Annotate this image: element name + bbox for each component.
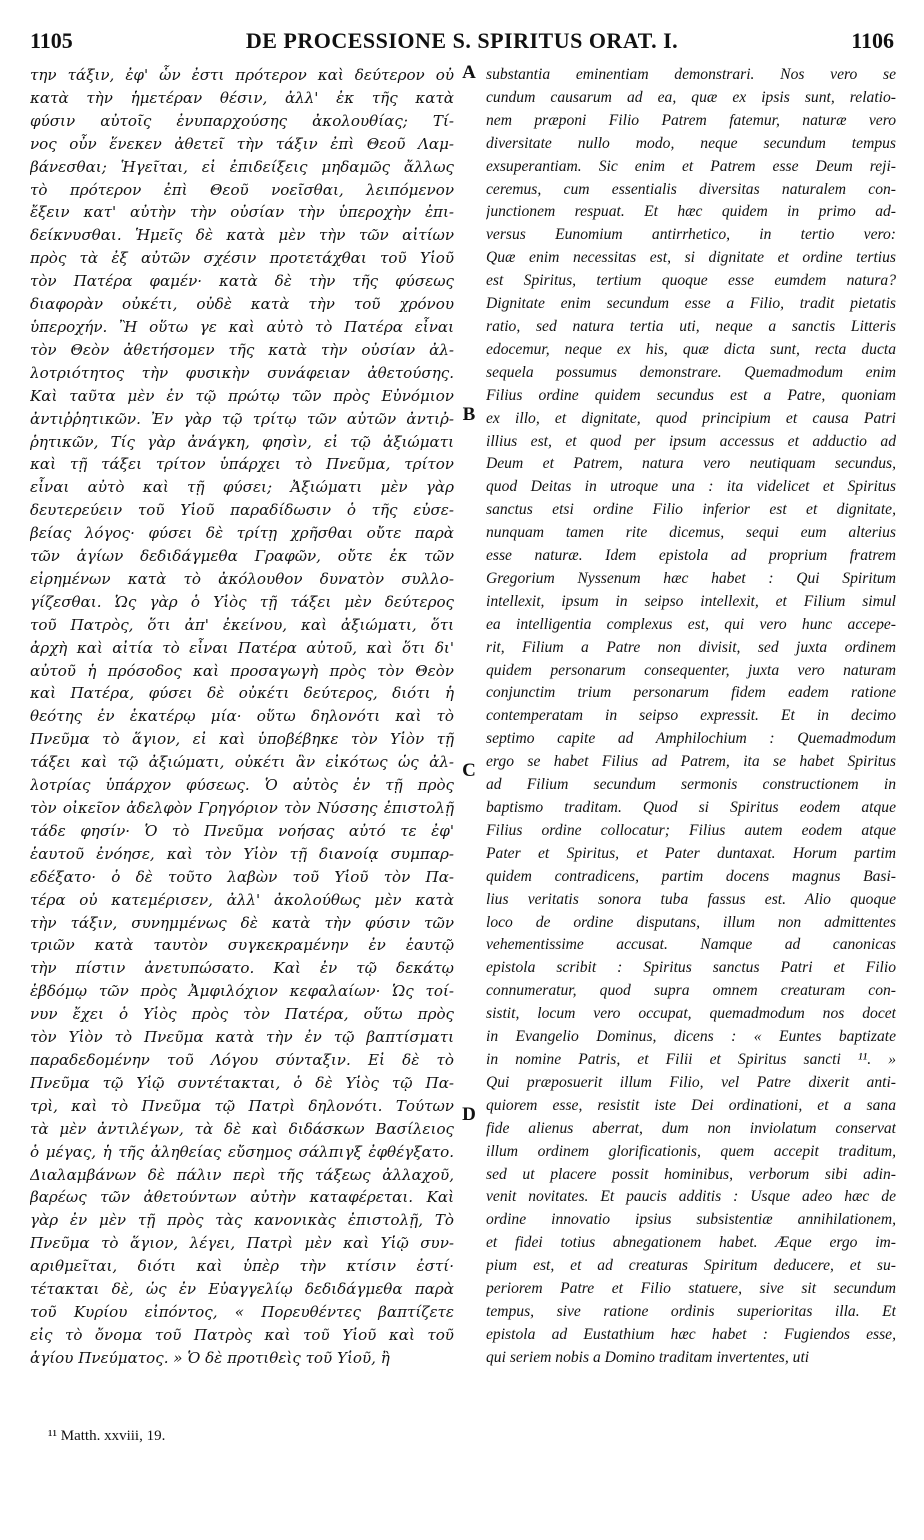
text-line: sistit, locum vero occupat, quemadmodum nos docet xyxy=(486,1005,896,1023)
text-line: Gregorium Nyssenum hæc habet : Qui Spiritum xyxy=(486,569,896,587)
text-line: τῶν ἁγίων δεδιδάγμεθα Γραφῶν, οὔτε ἐκ τῶν xyxy=(30,547,454,566)
text-line: Filius ordine collocatur; Filius autem eodem atque xyxy=(486,821,896,839)
margin-marker-b: B xyxy=(462,404,476,425)
text-line: diversitate nullo modo, neque secundum tempus xyxy=(486,134,896,152)
text-line: ἔξειν κατ' αὐτὴν τὴν οὐσίαν τὴν ὑπεροχὴν ἐπι- xyxy=(30,203,454,222)
text-line: ordine innovatio ipsius subsistentiæ annihilationem, xyxy=(486,1211,896,1229)
greek-column xyxy=(30,64,454,1370)
text-line: ἁγίου Πνεύματος. » Ὁ δὲ προτιθεὶς τοῦ Υἱοῦ, ἢ xyxy=(30,1348,390,1367)
text-line: ῥητικῶν, Τίς γὰρ ἀνάγκη, φησὶν, εἰ τῷ ἀξιώματι xyxy=(30,432,454,451)
text-line: versus Eunomium antirrhetico, in tertio vero: xyxy=(486,226,896,244)
text-line: τὰ μὲν ἀντιλέγων, τὰ δὲ καὶ διδάσκων Βασίλειος xyxy=(30,1119,454,1138)
text-line: illius est, et quod per ipsum accessus et adductio ad xyxy=(486,432,896,450)
text-line: την τάξιν, ἐφ' ὧν ἐστι πρότερον καὶ δεύτερον οὐ xyxy=(30,66,454,84)
margin-marker-d: D xyxy=(462,1104,476,1125)
text-line: λοτριότητος τὴν φυσικὴν συνάφειαν ἀθετούσης. xyxy=(30,363,454,382)
text-line: epistola scribit : Spiritus sanctus Patri et Filio xyxy=(486,959,896,977)
margin-marker-a: A xyxy=(462,62,476,83)
text-line: φύσιν αὐτοῖς ἐνυπαρχούσης ἀκολουθίας; Τί- xyxy=(30,111,454,130)
text-line: quod Deitas in utroque una : ita videlicet et Spiritus xyxy=(486,478,896,496)
text-line: Πνεῦμα τὸ ἅγιον, εἰ καὶ ὑποβέβηκε τὸν Υἱὸν τῇ xyxy=(30,730,454,749)
text-line: ὁ μέγας, ἡ τῆς ἀληθείας εὔσημος σάλπιγξ ἐφθέγξατο. xyxy=(30,1142,454,1161)
margin-marker-c: C xyxy=(462,760,476,781)
text-line: quiorem esse, resistit iste Dei ordinationi, et a sana xyxy=(486,1096,896,1114)
text-line: esse naturæ. Idem epistola ad proprium fratrem xyxy=(486,547,896,565)
text-line: loco de ordine disputans, illum non admittentes xyxy=(486,913,896,931)
text-line: τοῦ Πατρὸς, ὅτι ἀπ' ἐκείνου, καὶ ἀξιώματι, ὅτι xyxy=(30,615,454,634)
text-line: ex illo, et dignitate, quod principium et causa Patri xyxy=(486,409,896,427)
text-line: τριῶν κατὰ ταυτὸν συγκεκραμένην ἐν ἑαυτῷ xyxy=(30,936,454,955)
text-line: epistola ad Eustathium hæc habet : Fugiendos esse, xyxy=(486,1325,896,1343)
text-line: νυν ἔχει ὁ Υἱὸς πρὸς τὸν Πατέρα, οὕτω πρὸς xyxy=(30,1005,454,1024)
text-line: τὸν Υἱὸν τὸ Πνεῦμα κατὰ τὴν ἐν τῷ βαπτίσματι xyxy=(30,1028,454,1047)
text-line: θεότης ἐν ἑκατέρῳ μία· οὕτω δηλονότι καὶ τὸ xyxy=(30,707,454,726)
page-header xyxy=(30,28,894,58)
text-line: connumeratur, quod supra omnem creaturam con- xyxy=(486,982,896,1000)
text-line: periorem Patre et Filio statuere, sive sit secundum xyxy=(486,1280,896,1298)
text-line: cundum causarum ad ea, quæ ex ipsis sunt, relatio- xyxy=(486,88,896,106)
text-line: τέτακται δὲ, ὡς ἐν Εὐαγγελίῳ δεδιδάγμεθα παρὰ xyxy=(30,1280,454,1299)
text-line: δευτερεύειν τοῦ Υἱοῦ παραδίδωσιν ὁ τῆς εὐσε- xyxy=(30,501,454,520)
text-line: sanctus etsi ordine Filio inferior est et dignitate, xyxy=(486,501,896,519)
text-line: νος οὖν ἕνεκεν ἀθετεῖ τὴν τάξιν ἐπὶ Θεοῦ Λαμ- xyxy=(30,134,454,153)
page-number-right: 1106 xyxy=(851,28,894,53)
text-line: sequela possumus demonstrare. Quemadmodum enim xyxy=(486,363,896,381)
text-line: αὐτοῦ ἡ πρόσοδος καὶ προσαγωγὴ πρὸς τὸν Θεὸν xyxy=(30,661,454,680)
text-line: Πνεῦμα τὸ ἅγιον, λέγει, Πατρὶ μὲν καὶ Υἱῷ συν- xyxy=(30,1234,454,1253)
text-line: ergo se habet Filius ad Patrem, ita se habet Spiritus xyxy=(486,753,896,771)
text-line: καὶ τῇ τάξει τρίτον ὑπάρχει τὸ Πνεῦμα, τρίτον xyxy=(30,455,454,474)
text-line: γὰρ ἐν μὲν τῇ πρὸς τὰς κανονικὰς ἐπιστολῇ, Τὸ xyxy=(30,1211,454,1230)
text-line: exsuperantiam. Sic enim et Patrem esse Deum reji- xyxy=(486,157,896,175)
text-line: βαρέως τῶν ἀθετούντων αὐτὴν καταφέρεται. Καὶ xyxy=(30,1188,454,1207)
text-line: illum ordinem glorificationis, quem accepit traditum, xyxy=(486,1142,896,1160)
text-line: substantia eminentiam demonstrari. Nos vero se xyxy=(486,66,896,83)
text-line: ὑπεροχήν. Ἢ οὕτω γε καὶ αὐτὸ τὸ Πατέρα εἶναι xyxy=(30,317,454,336)
text-line: Dignitate enim secundum esse a Filio, tradit pietatis xyxy=(486,295,896,313)
text-line: εἰρημένων κατὰ τὸ ἀκόλουθον δυνατὸν συλλο- xyxy=(30,569,454,588)
footnote: ¹¹ Matth. xxviii, 19. xyxy=(48,1428,166,1444)
text-line: τέρα οὐ κατεμέρισεν, ἀλλ' ἀκολούθως μὲν κατὰ xyxy=(30,890,454,909)
text-line: αριθμεῖται, διότι καὶ ὑπὲρ τὴν κτίσιν ἐστί· xyxy=(30,1257,454,1276)
text-line: nem præponi Filio Patrem fatemur, naturæ vero xyxy=(486,111,896,129)
text-line: τρὶ, καὶ τὸ Πνεῦμα τῷ Πατρὶ δηλονότι. Τούτων xyxy=(30,1096,454,1115)
text-line: lius veritatis sonora tuba fassus est. Alio quoque xyxy=(486,890,896,908)
text-line: πρὸς τὰ ἐξ αὐτῶν σχέσιν προτετάχθαι τοῦ Υἱοῦ xyxy=(30,249,454,268)
page-number-left: 1105 xyxy=(30,28,73,53)
text-line: in Evangelio Dominus, dicens : « Euntes baptizate xyxy=(486,1028,896,1046)
text-line: Πνεῦμα τῷ Υἱῷ συντέτακται, ὁ δὲ Υἱὸς τῷ Πα- xyxy=(30,1073,454,1092)
text-line: τάξει καὶ τῷ ἀξιώματι, οὐκέτι ἂν εἰκότως ὡς ἀλ- xyxy=(30,753,454,772)
text-line: δείκνυσθαι. Ἡμεῖς δὲ κατὰ μὲν τὴν τῶν αἰτίων xyxy=(30,226,454,245)
text-line: τοῦ Κυρίου εἰπόντος, « Πορευθέντες βαπτίζετε xyxy=(30,1302,454,1321)
text-line: est Spiritus, tertium quoque esse eumdem natura? xyxy=(486,272,896,290)
text-line: Διαλαμβάνων δὲ πάλιν περὶ τῆς τάξεως ἀλλαχοῦ, xyxy=(30,1165,454,1184)
text-line: καὶ Πατέρα, φύσει δὲ οὐκέτι δεύτερος, διότι ἡ xyxy=(30,684,454,703)
text-line: quidem personarum consequenter, juxta vero naturam xyxy=(486,661,896,679)
text-line: tempus, sive ratione ordinis superioritas illa. Et xyxy=(486,1302,896,1320)
text-line: τὴν τάξιν, συνημμένως δὲ κατὰ τὴν φύσιν τῶν xyxy=(30,913,454,932)
text-line: παραδεδομένην τοῦ Λόγου σύνταξιν. Εἰ δὲ τὸ xyxy=(30,1050,454,1069)
text-line: fide alienus aberrat, dum non inviolatum conservat xyxy=(486,1119,896,1137)
text-line: τὸ πρότερον ἐπὶ Θεοῦ νοεῖσθαι, λειπόμενον xyxy=(30,180,454,199)
text-line: εἰς τὸ ὄνομα τοῦ Πατρὸς καὶ τοῦ Υἱοῦ καὶ τοῦ xyxy=(30,1325,454,1344)
text-line: τὸν οἰκεῖον ἀδελφὸν Γρηγόριον τὸν Νύσσης ἐπιστολῇ xyxy=(30,799,454,817)
text-line: ἀρχὴ καὶ αἰτία τὸ εἶναι Πατέρα αὐτοῦ, καὶ ὅτι δι' xyxy=(30,638,454,657)
latin-column xyxy=(486,64,896,1370)
text-line: Qui præposuerit illum Filio, vel Patre dixerit anti- xyxy=(486,1073,896,1091)
text-line: τὸν Πατέρα φαμέν· κατὰ δὲ τὴν τῆς φύσεως xyxy=(30,272,454,291)
text-line: ἑαυτοῦ ἐνόησε, καὶ τὸν Υἱὸν τῇ διανοίᾳ συμπαρ- xyxy=(30,844,454,863)
text-line: nunquam tamen rite dicemus, sequi eum alterius xyxy=(486,524,896,542)
text-line: ad Filium secundum sermonis constructionem in xyxy=(486,776,896,794)
text-line: septimo capite ad Amphilochium : Quemadmodum xyxy=(486,730,896,748)
text-line: rit, Filium a Patre non divisit, sed juxta ordinem xyxy=(486,638,896,656)
text-line: κατὰ τὴν ἡμετέραν θέσιν, ἀλλ' ἐκ τῆς κατὰ xyxy=(30,88,454,107)
text-line: τὴν πίστιν ἀνετυπώσατο. Καὶ ἐν τῷ δεκάτῳ xyxy=(30,959,454,978)
text-line: λοτρίας ὑπάρχον φύσεως. Ὁ αὐτὸς ἐν τῇ πρὸς xyxy=(30,776,454,795)
text-line: sed ut placere possit hominibus, verborum sibi adin- xyxy=(486,1165,896,1183)
text-line: quidem contradicens, partim docens magnus Basi- xyxy=(486,867,896,885)
text-line: venit novitates. Et paucis additis : Usque adeo hæc de xyxy=(486,1188,896,1206)
text-line: Καὶ ταῦτα μὲν ἐν τῷ πρώτῳ τῶν πρὸς Εὐνόμιον xyxy=(30,386,454,405)
text-line: junctionem respuat. Et hæc quidem in primo ad- xyxy=(486,203,896,221)
text-line: in nomine Patris, et Filii et Spiritus sancti ¹¹. » xyxy=(486,1050,896,1068)
text-line: pium est, et ad creaturas Spiritum deducere, et su- xyxy=(486,1257,896,1275)
text-line: ceremus, cum essentialis diversitas naturalem con- xyxy=(486,180,896,198)
text-line: ἑβδόμῳ τῶν πρὸς Ἀμφιλόχιον κεφαλαίων· Ὡς τοί- xyxy=(30,982,454,1001)
text-line: et fidei totius abnegationem habet. Æque ergo im- xyxy=(486,1234,896,1252)
text-line: εδέξατο· ὁ δὲ τοῦτο λαβὼν τοῦ Υἱοῦ τὸν Πα- xyxy=(30,867,454,886)
text-line: qui seriem nobis a Domino traditam invertentes, uti xyxy=(486,1348,810,1366)
text-line: baptismo traditam. Quod si Spiritus eodem atque xyxy=(486,799,896,816)
text-line: ea intelligentia complexus est, qui vero hunc accepe- xyxy=(486,615,896,633)
text-line: vehementissime accusat. Namque ad canonicas xyxy=(486,936,896,954)
text-line: Filius ordine quidem secundus est a Patre, quoniam xyxy=(486,386,896,404)
text-line: Pater et Spiritus, et Pater duntaxat. Horum partim xyxy=(486,844,896,862)
text-line: edocemur, neque ex his, quæ dicta sunt, recta ducta xyxy=(486,340,896,358)
text-line: intellexit, ipsum in seipso intellexit, et Filium simul xyxy=(486,592,896,610)
text-line: διαφορὰν οὐκέτι, οὐδὲ κατὰ τὴν τοῦ χρόνου xyxy=(30,295,454,314)
text-line: τὸν Θεὸν ἀθετήσομεν τῆς κατὰ τὴν οὐσίαν ἀλ- xyxy=(30,340,454,359)
text-line: τάδε φησίν· Ὁ τὸ Πνεῦμα νοήσας αὐτό τε ἐφ' xyxy=(30,821,454,840)
text-line: Quæ enim necessitas est, si dignitate et ordine tertius xyxy=(486,249,896,267)
text-line: ἀντιῤῥητικῶν. Ἐν γὰρ τῷ τρίτῳ τῶν αὐτῶν ἀντιῤ- xyxy=(30,409,454,428)
text-line: ratio, sed natura tertia uti, neque a sanctis Litteris xyxy=(486,317,896,335)
running-title: DE PROCESSIONE S. SPIRITUS ORAT. I. xyxy=(245,28,679,53)
text-line: γίζεσθαι. Ὡς γὰρ ὁ Υἱὸς τῇ τάξει μὲν δεύτερος xyxy=(30,592,454,611)
text-line: βάνεσθαι; Ἡγεῖται, εἰ ἐπιδείξεις μηδαμῶς ἄλλως xyxy=(30,157,454,176)
text-line: contemperatam in seipso expressit. Et in decimo xyxy=(486,707,896,725)
text-line: Deum et Patrem, natura vero neutiquam secundus, xyxy=(486,455,896,473)
text-line: conjunctim trium personarum fidem eadem ratione xyxy=(486,684,896,702)
text-line: εἶναι αὐτὸ καὶ τῇ φύσει; Ἀξιώματι μὲν γὰρ xyxy=(30,478,454,497)
text-line: βείας λόγος· φύσει δὲ τρίτῃ χρῆσθαι οὔτε παρὰ xyxy=(30,524,454,543)
